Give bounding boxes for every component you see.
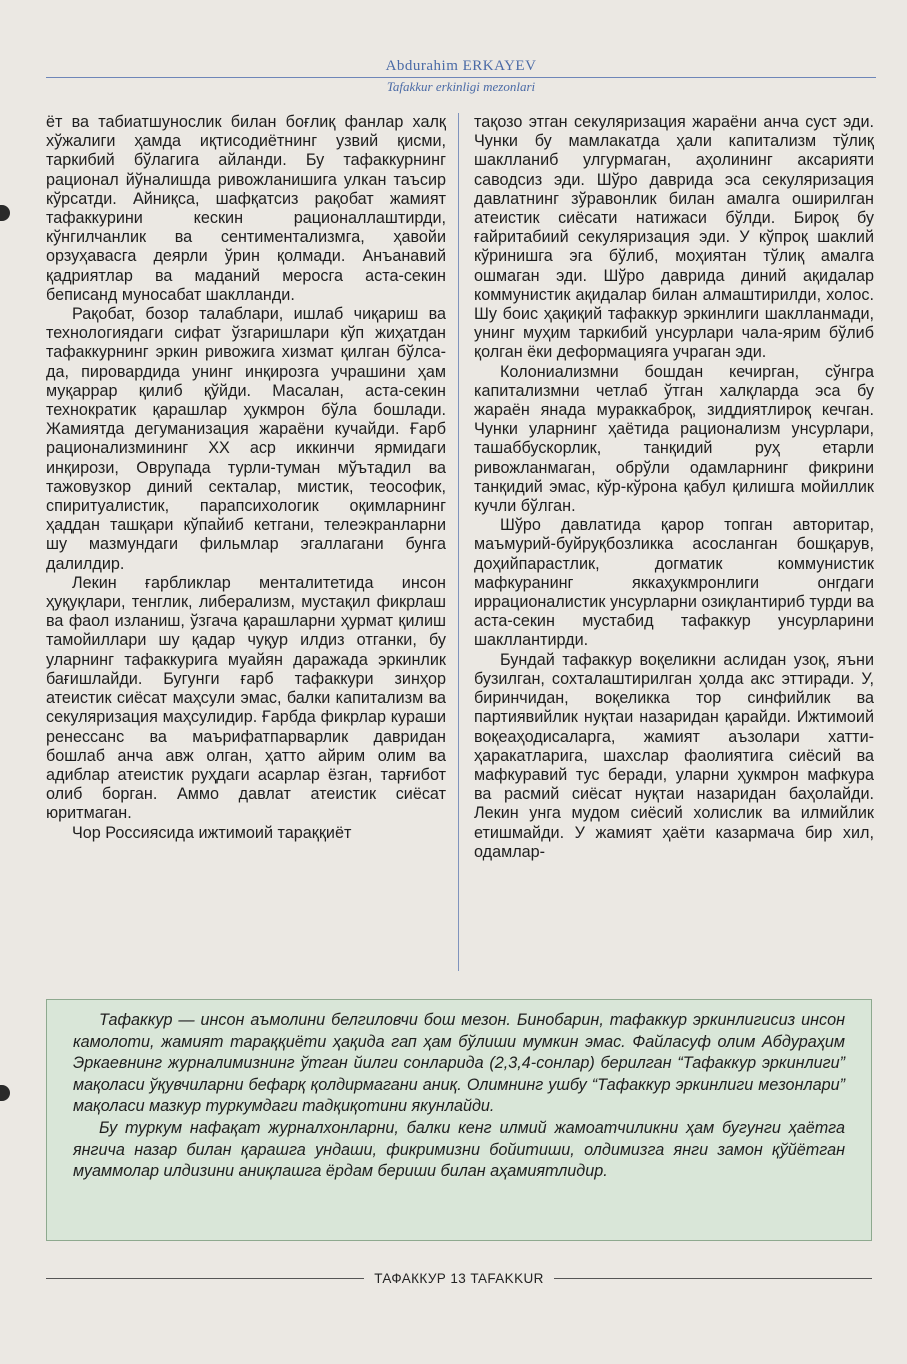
left-column [46, 113, 446, 971]
footer-rule-left [46, 1278, 364, 1279]
paragraph: Шўро давлатида қарор топган авторитар, маъмурий-буйруқбозликка асосланган бошқарув, доҳийпарастлик, догматик коммунистик мафкуранинг яккаҳукмронлиги онгдаги иррационалистик унсурларни озиқлантириб турди ва аста-секин мустабид тафаккур унсурларини шакллантирди. [474, 516, 874, 650]
paragraph: ёт ва табиатшунослик билан боғлиқ фанлар халқ хўжалиги ҳамда иқтисодиётнинг узвий қисми, таркибий бўлагига айланди. Бу тафаккурнинг рационал йўналишда ривожланишига улкан таъсир кўрсатди. Айниқса, шафқатсиз рақобат жамият тафаккурини кескин рационаллаштирди, кўнгилчанлик ва сентиментализмга, ҳавойи орзуҳавасга деярли ўрин қолмади. Анъанавий қадриятлар ва маданий меросга аста-секин беписанд муносабат шаклланди. [46, 113, 446, 304]
binder-hole [0, 1085, 10, 1101]
paragraph: Чор Россиясида ижтимоий тараққиёт [72, 823, 352, 842]
header-subtitle: Tafakkur erkinligi mezonlari [386, 79, 536, 94]
header-author: Abdurahim ERKAYEV [385, 58, 537, 74]
editorial-note-box [46, 999, 872, 1241]
paragraph: Бундай тафаккур воқеликни аслидан узоқ, яъни бузилган, сохталаштирилган ҳолда акс эттиради. У, биринчидан, воқеликка тор синфийлик ва партиявийлик нуқтаи назаридан қарайди. Ижтимоий воқеаҳодисаларга, жамият аъзолари хатти-ҳаракатларига, шахслар фаолиятига сиёсий ва мафкуравий тус беради, уларни ҳукмрон мафкура ва расмий сиёсат нуқтаи назаридан баҳолайди. Лекин унга мудом сиёсий холислик ва илмийлик етишмайди. У жамият ҳаёти казармача бир хил, одамлар- [474, 650, 874, 861]
note-paragraph: Тафаккур — инсон аъмолини белгиловчи бош мезон. Бинобарин, тафаккур эркинлигисиз инсон камолоти, жамият тараққиёти ҳақида гап ҳам бўлиши мумкин эмас. Файласуф олим Абдураҳим Эркаевнинг журналимизнинг ўтган йилги сонларида (2,3,4-сонлар) берилган “Тафаккур эркинлиги” мақоласи ўқувчиларни бефарқ қолдирмагани аниқ. Олимнинг ушбу “Тафаккур эркинлиги мезонлари” мақоласи мазкур туркумдаги тадқиқотини якунлайди. [73, 1011, 845, 1116]
paragraph: Лекин ғарбликлар менталитетида инсон ҳуқуқлари, тенглик, либерализм, мустақил фикрлаш ва фаол изланиш, ўзгача қарашларни ҳурмат қилиш тамойиллари шу қадар чуқур илдиз отганки, бу уларнинг тафаккурига муайян даражада эркинлик бағишлайди. Бугунги ғарб тафаккури зинҳор атеистик сиёсат маҳсули эмас, балки капитализм ва секуляризация маҳсулидир. Ғарбда фикрлар кураши ренессанс ва маърифатпарварлик давридан бошлаб анча авж олган, ҳатто айрим олим ва адиблар атеистик руҳдаги асарлар ёзган, тарғибот олиб борган. Аммо давлат атеистик сиёсат юритмаган. [46, 573, 446, 823]
footer-rule-right [554, 1278, 872, 1279]
column-divider [458, 113, 459, 971]
header-rule [46, 77, 876, 78]
paragraph: Колониализмни бошдан кечирган, сўнгра капитализмни четлаб ўтган халқларда эса бу жараён янада мураккаброқ, зиддиятлироқ кечган. Чунки уларнинг ҳаётида рационализм унсурлари, ташаббускорлик, танқидий руҳ етарли ривожланмаган, обрўли одамларнинг фикрини танқидий эмас, кўр-кўрона қабул қилишга мойиллик кучли бўлган. [474, 362, 874, 516]
note-paragraph: Бу туркум нафақат журналхонларни, балки кенг илмий жамоатчиликни ҳам бугунги ҳаётга янгича назар билан қарашга ундаши, фикримизни бойитиши, олдимизга янги замон қўйётган муаммолар илдизини аниқлашга ёрдам бериши билан аҳамиятлидир. [73, 1118, 845, 1181]
page-footer [46, 1268, 872, 1288]
footer-page-label: ТАФАККУР 13 TAFAKKUR [374, 1270, 544, 1286]
right-column [474, 113, 874, 971]
paragraph: тақозо этган секуляризация жараёни анча суст эди. Чунки бу мамлакатда ҳали капитализм тўлиқ шаклланиб улгурмаган, аҳолининг аксарияти саводсиз эди. Шўро даврида эса секуляризация давлатнинг зўравонлик билан амалга оширилган атеистик сиёсати натижаси бўлди. Бироқ бу ғайритабиий секуляризация эди. У кўпроқ шаклий кўринишга эга бўлиб, моҳиятан тўлиқ амалга ошмаган эди. Шўро даврида диний ақидалар коммунистик ақидалар билан алмаштирилди, холос. Шу боис ҳақиқий тафаккур эркинлиги шаклланмади, унинг муҳим таркибий унсурлари чала-ярим бўлиб қолган ёки деформацияга учраган эди. [474, 113, 874, 362]
binder-hole [0, 205, 10, 221]
paragraph: Рақобат, бозор талаблари, ишлаб чиқариш ва технологиядаги сифат ўзгаришлари кўп жиҳатдан тафаккурнинг эркин ривожига хизмат қилган бўлса-да, пировардида унинг инқирозга учрашини ҳам муқаррар қилиб қўйди. Масалан, аста-секин технократик қарашлар ҳукмрон бўла бошлади. Жамиятда дегуманизация жараёни кучайди. Ғарб рационализмининг ХХ аср иккинчи ярмидаги инқирози, Оврупада турли-туман мўътадил ва тажовузкор диний секталар, мистик, теософик, спиритуалистик, парапсихологик оқимларнинг ҳаддан ташқари кўпайиб кетгани, телеэкранларни шу мазмундаги фильмлар эгаллагани бунга далилдир. [46, 305, 446, 573]
running-header [46, 58, 876, 95]
